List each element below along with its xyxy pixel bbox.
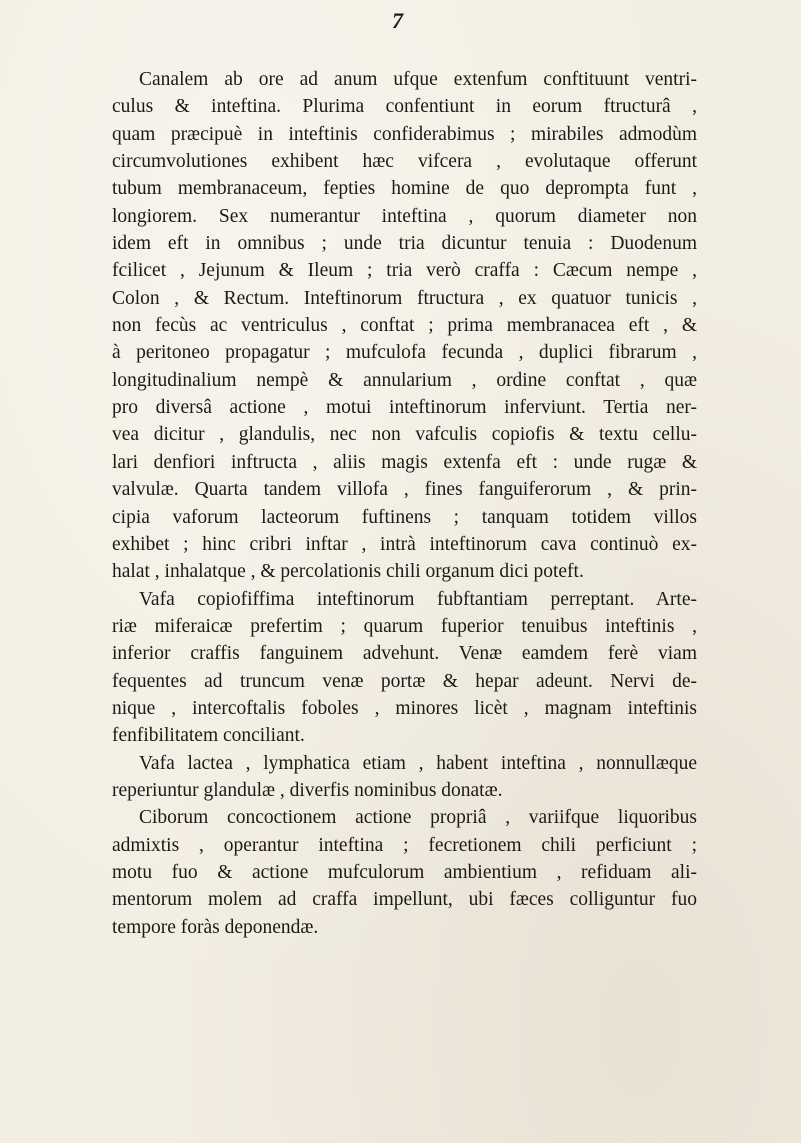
text-line: Ciborum concoctionem actione propriâ , variifque liquoribus	[139, 807, 697, 829]
text-line: non fecùs ac ventriculus , conftat ; prima membranacea eft , &	[112, 315, 697, 337]
text-line: circumvolutiones exhibent hæc vifcera , evolutaque offerunt	[112, 151, 697, 173]
paragraph-1	[112, 66, 697, 586]
text-line: tubum membranaceum, fepties homine de quo deprompta funt ,	[112, 178, 697, 200]
text-line: tempore foràs deponendæ.	[112, 916, 319, 938]
text-line: fenfibilitatem conciliant.	[112, 725, 305, 747]
text-line: pro diversâ actione , motui inteftinorum inferviunt. Tertia ner-	[112, 397, 697, 419]
text-line: nique , intercoftalis foboles , minores licèt , magnam inteftinis	[112, 697, 697, 719]
text-line: quam præcipuè in inteftinis confiderabimus ; mirabiles admodùm	[112, 123, 697, 145]
text-line: Vafa copiofiffima inteftinorum fubftantiam perreptant. Arte-	[139, 588, 697, 610]
text-line: halat , inhalatque , & percolationis chili organum dici poteft.	[112, 561, 584, 583]
page-number: 7	[392, 8, 403, 33]
body-text	[112, 66, 697, 941]
text-line: longiorem. Sex numerantur inteftina , quorum diameter non	[112, 205, 697, 227]
text-line: valvulæ. Quarta tandem villofa , fines fanguiferorum , & prin-	[112, 479, 697, 501]
text-line: cipia vaforum lacteorum fuftinens ; tanquam totidem villos	[112, 506, 697, 528]
text-line: culus & inteftina. Plurima confentiunt in eorum ftructurâ ,	[112, 96, 697, 118]
text-line: Colon , & Rectum. Inteftinorum ftructura , ex quatuor tunicis ,	[112, 287, 697, 309]
text-line: reperiuntur glandulæ , diverfis nominibus donatæ.	[112, 779, 503, 801]
text-line: lari denfiori inftructa , aliis magis extenfa eft : unde rugæ &	[112, 451, 697, 473]
text-line: exhibet ; hinc cribri inftar , intrà inteftinorum cava continuò ex-	[112, 533, 697, 555]
text-line: motu fuo & actione mufculorum ambientium , refiduam ali-	[112, 861, 697, 883]
text-line: à peritoneo propagatur ; mufculofa fecunda , duplici fibrarum ,	[112, 342, 697, 364]
text-line: Canalem ab ore ad anum ufque extenfum conftituunt ventri-	[139, 69, 697, 90]
text-line: longitudinalium nempè & annularium , ordine conftat , quæ	[112, 369, 697, 391]
text-line: admixtis , operantur inteftina ; fecretionem chili perficiunt ;	[112, 834, 697, 856]
text-line: idem eft in omnibus ; unde tria dicuntur tenuia : Duodenum	[112, 233, 697, 255]
text-line: inferior craffis fanguinem advehunt. Venæ eamdem ferè viam	[112, 643, 697, 665]
paragraph-2	[112, 586, 697, 750]
paragraph-4	[112, 804, 697, 941]
text-line: fequentes ad truncum venæ portæ & hepar adeunt. Nervi de-	[112, 670, 697, 692]
paragraph-3	[112, 750, 697, 805]
text-line: vea dicitur , glandulis, nec non vafculis copiofis & textu cellu-	[112, 424, 697, 446]
text-line: mentorum molem ad craffa impellunt, ubi fæces colliguntur fuo	[112, 889, 697, 911]
text-line: fcilicet , Jejunum & Ileum ; tria verò craffa : Cæcum nempe ,	[112, 260, 697, 282]
text-line: Vafa lactea , lymphatica etiam , habent inteftina , nonnullæque	[139, 752, 697, 774]
text-line: riæ miferaicæ prefertim ; quarum fuperior tenuibus inteftinis ,	[112, 615, 697, 637]
